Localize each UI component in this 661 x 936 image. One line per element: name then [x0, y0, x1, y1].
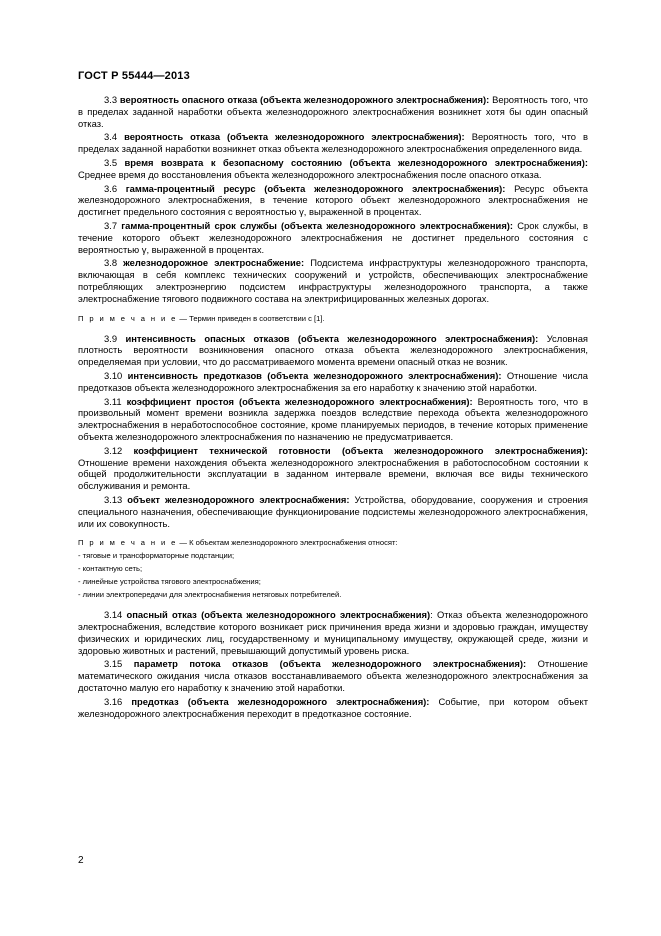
term-entry-3-4: [78, 131, 588, 155]
entry-number: 3.16: [104, 695, 123, 707]
note-heading: [78, 538, 588, 548]
entry-definition: Условная плотность вероятности возникновения опасного отказа объекта железнодорожного электроснабжения, определяемая при условии, что до рассматриваемого момента времени опасный отказ не возник.: [78, 332, 588, 368]
entry-number: 3.11: [104, 395, 122, 407]
entry-number: 3.9: [104, 332, 118, 344]
entry-number: 3.3: [104, 94, 118, 105]
note-list-item: - линейные устройства тягового электроснабжения;: [78, 577, 261, 587]
note-label: П р и м е ч а н и е: [78, 538, 178, 548]
entry-definition: Вероятность того, что в пределах заданной наработки объекта железнодорожного электроснабжения возникнет хотя бы один опасный отказ.: [78, 94, 589, 129]
entry-term: опасный отказ (объекта железнодорожного электроснабжения): [126, 609, 431, 621]
entry-number: 3.15: [104, 658, 123, 670]
note-list-item: - линии электропередачи для электроснабжения нетяговых потребителей.: [78, 590, 342, 600]
note-source: [78, 314, 588, 324]
entry-number: 3.13: [104, 493, 123, 505]
note-label: П р и м е ч а н и е: [78, 313, 178, 323]
entry-term: параметр потока отказов (объекта железнодорожного электроснабжения):: [133, 658, 527, 670]
entry-number: 3.7: [104, 219, 118, 231]
entry-term: интенсивность опасных отказов (объекта железнодорожного электроснабжения):: [125, 332, 539, 344]
term-entry-3-8: [78, 257, 588, 304]
page-number: 2: [78, 855, 84, 866]
note-list-item: - контактную сеть;: [78, 564, 143, 574]
note-list: [78, 551, 588, 600]
entry-definition: Подсистема инфраструктуры железнодорожного транспорта, включающая в себя комплекс технических сооружений и устройств, обеспечивающих электроснабжение потребляющих электроэнергию подсистем инфраструктуры железнодорожного транспорта, а также электроснабжение тягового подвижного состава на электрифицированных железных дорогах.: [78, 257, 588, 304]
entry-definition: Вероятность того, что в произвольный момент времени возникла задержка поездов вследствие перехода объекта железнодорожного электроснабжения в неработоспособное состояние, кроме планируемых периодов, в течение которых применение объекта железнодорожного электроснабжения по назначению не предусматривается.: [78, 395, 588, 442]
term-entry-3-14: [78, 609, 588, 656]
entry-number: 3.4: [104, 131, 118, 143]
entry-definition: Среднее время до восстановления объекта железнодорожного электроснабжения после опасного отказа.: [78, 168, 542, 180]
entry-term: гамма-процентный ресурс (объекта железнодорожного электроснабжения):: [125, 182, 506, 194]
entry-number: 3.10: [104, 369, 123, 381]
entry-term: время возврата к безопасному состоянию (объекта железнодорожного электроснабжения):: [124, 156, 589, 168]
entry-definition: Отношение времени нахождения объекта железнодорожного электроснабжения в работоспособном состоянии к общей продолжительности эксплуатации в заданном интервале времени, включая все виды технического обслуживания и ремонта.: [78, 456, 588, 492]
term-entry-3-9: [78, 333, 588, 368]
entry-term: интенсивность предотказов (объекта железнодорожного электроснабжения):: [127, 369, 502, 381]
entry-definition: Ресурс объекта железнодорожного электроснабжения, в течение которого объект железнодорожного электроснабжения не достигнет предельного состояния с вероятностью γ, выраженной в процентах.: [78, 182, 588, 218]
entry-number: 3.8: [104, 257, 118, 269]
term-entry-3-10: [78, 370, 588, 394]
entry-term: вероятность опасного отказа (объекта железнодорожного электроснабжения):: [119, 94, 490, 105]
entry-number: 3.12: [104, 444, 123, 456]
entry-definition: Вероятность того, что в пределах заданной наработки возникнет отказ объекта железнодорожного электроснабжения определенного вида.: [78, 131, 588, 155]
note-objects: [78, 538, 588, 600]
entry-definition: Событие, при котором объект железнодорожного электроснабжения переходит в предотказное состояние.: [78, 695, 588, 719]
term-entry-3-5: [78, 157, 588, 181]
term-entry-3-3: [78, 94, 588, 129]
term-entry-3-7: [78, 220, 588, 255]
entry-term: коэффициент простоя (объекта железнодорожного электроснабжения):: [126, 395, 473, 407]
entry-definition: Отношение математического ожидания числа отказов восстанавливаемого объекта железнодорожного электроснабжения за достаточно малую его наработку к значению этой наработки.: [78, 658, 588, 694]
document-header: ГОСТ Р 55444—2013: [78, 70, 190, 82]
note-text: — К объектам железнодорожного электроснабжения относят:: [179, 538, 398, 548]
entry-term: предотказ (объекта железнодорожного электроснабжения):: [131, 695, 430, 707]
term-entry-3-11: [78, 396, 588, 443]
entry-number: 3.14: [104, 609, 123, 621]
entry-term: объект железнодорожного электроснабжения:: [127, 493, 350, 505]
entry-term: гамма-процентный срок службы (объекта железнодорожного электроснабжения):: [121, 219, 514, 231]
term-entry-3-6: [78, 183, 588, 218]
entry-number: 3.6: [104, 182, 118, 194]
entry-number: 3.5: [104, 156, 118, 168]
term-entry-3-12: [78, 445, 588, 492]
entry-definition: Устройства, оборудование, сооружения и строения специального назначения, обеспечивающие функционирование подсистемы железнодорожного электроснабжения, или их совокупность.: [78, 493, 588, 529]
entry-definition: Срок службы, в течение которого объект железнодорожного электроснабжения не достигнет предельного состояния с вероятностью γ, выраженной в процентах.: [78, 219, 588, 255]
entry-definition: Отношение числа предотказов объекта железнодорожного электроснабжения за его наработку к значению этой наработки.: [78, 369, 588, 393]
entry-term: вероятность отказа (объекта железнодорожного электроснабжения):: [124, 131, 465, 143]
entry-term: железнодорожное электроснабжение:: [123, 257, 305, 269]
term-entry-3-13: [78, 494, 588, 529]
term-entry-3-16: [78, 696, 588, 720]
document-body: [78, 94, 588, 721]
note-list-item: - тяговые и трансформаторные подстанции;: [78, 551, 235, 561]
entry-definition: : Отказ объекта железнодорожного электроснабжения, вследствие которого возникает риск причинения вреда жизни и здоровью граждан, имуществу физических и юридических лиц, государственному и муниципальному имуществу, окружающей среде, жизни и здоровью животных и растений, превышающий допустимый уровень риска.: [78, 609, 588, 656]
note-text: — Термин приведен в соответствии с [1].: [179, 313, 325, 323]
term-entry-3-15: [78, 658, 588, 693]
entry-term: коэффициент технической готовности (объекта железнодорожного электроснабжения):: [133, 444, 588, 456]
